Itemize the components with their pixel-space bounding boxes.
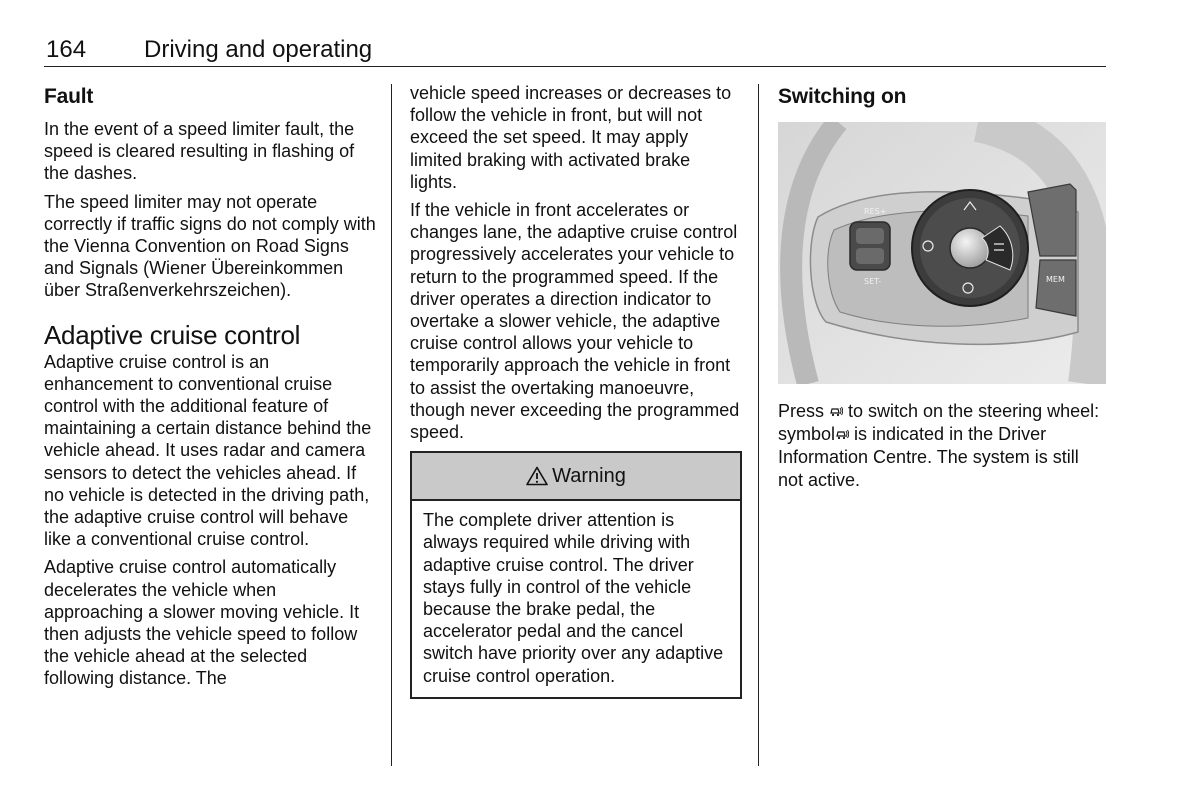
warning-triangle-icon bbox=[526, 466, 548, 486]
warning-body bbox=[412, 501, 740, 697]
steering-wheel-controls-figure bbox=[778, 122, 1106, 384]
switching-on-text-part1: Press bbox=[778, 401, 830, 421]
switching-on-text-part2: to switch on the steering wheel: symbol bbox=[778, 401, 1100, 445]
switching-on-text-part3: is indicated in the Driver Information Centre. The system is still not active. bbox=[778, 424, 1079, 490]
page-number: 164 bbox=[46, 36, 87, 63]
page-header bbox=[44, 34, 1106, 67]
warning-text: The complete driver attention is always required while driving with adaptive cruise control. The driver stays fully in control of the vehicle because the brake pedal, the accelerator pedal and the cancel switch have priority over any adaptive cruise control operation. bbox=[423, 510, 724, 686]
mem-label: MEM bbox=[1046, 275, 1065, 284]
column-divider-right bbox=[758, 84, 759, 766]
acc-car-symbol-icon bbox=[835, 424, 849, 446]
acc-section-heading: Adaptive cruise control bbox=[44, 319, 301, 350]
column-right bbox=[778, 84, 1108, 497]
fault-paragraph-1: In the event of a speed limiter fault, the speed is cleared resulting in flashing of the dashes. bbox=[44, 119, 355, 184]
acc-paragraph-1: Adaptive cruise control is an enhancement to conventional cruise control with the additional feature of maintaining a certain distance behind the vehicle ahead. It uses radar and camera sensors to detect the vehicles ahead. If no vehicle is detected in the driving path, the adaptive cruise control will behave like a conventional cruise control. bbox=[44, 351, 372, 550]
steering-wheel-illustration bbox=[778, 122, 1106, 384]
acc-paragraph-4: If the vehicle in front accelerates or changes lane, the adaptive cruise control progressively accelerates your vehicle to return to the programmed speed. If the driver operates a direction indicator to overtake a slower vehicle, the adaptive cruise control allows your vehicle to temporarily approach the vehicle in front to assist the overtaking manoeuvre, though never exceeding the programmed speed. bbox=[410, 200, 740, 443]
set-label: SET- bbox=[864, 277, 882, 286]
acc-paragraph-3: vehicle speed increases or decreases to follow the vehicle in front, but will not exceed the set speed. It may apply limited braking with activated brake lights. bbox=[410, 83, 732, 192]
chapter-title: Driving and operating bbox=[144, 36, 373, 63]
column-middle bbox=[410, 84, 742, 699]
warning-header bbox=[412, 453, 740, 501]
res-label: RES+ bbox=[864, 207, 887, 216]
column-divider-left bbox=[391, 84, 392, 766]
acc-paragraph-2: Adaptive cruise control automatically decelerates the vehicle when approaching a slower moving vehicle. It then adjusts the vehicle speed to follow the vehicle ahead at the selected following distance. The bbox=[44, 557, 360, 689]
fault-paragraph-2: The speed limiter may not operate correctly if traffic signs do not comply with the Vienna Convention on Road Signs and Signals (Wiener Übereinkommen über Straßenverkehrszeichen). bbox=[44, 191, 376, 301]
switching-on-text bbox=[778, 400, 1108, 491]
warning-box bbox=[410, 451, 742, 699]
switching-on-heading: Switching on bbox=[778, 85, 907, 108]
warning-title: Warning bbox=[552, 464, 626, 487]
acc-car-icon bbox=[829, 401, 843, 423]
column-left bbox=[44, 84, 380, 696]
fault-heading: Fault bbox=[44, 85, 94, 108]
